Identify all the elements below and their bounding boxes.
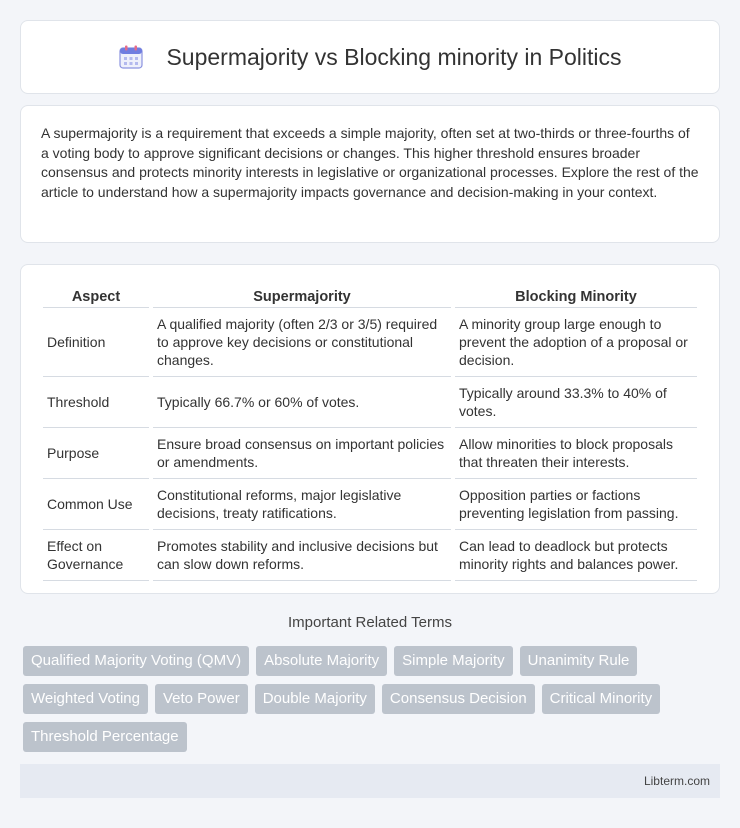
table-cell: Opposition parties or factions preventing legislation from passing. (455, 479, 697, 530)
intro-text: A supermajority is a requirement that exceeds a simple majority, often set at two-thirds or three-fourths of a voting body to approve significant decisions or changes. This higher threshold ensures broader consensus and protects minority interests in legislative or organizational processes. Explore the rest of the article to understand how a supermajority impacts governance and decision-making in your context. (41, 125, 699, 200)
table-row (43, 479, 697, 530)
footer (20, 764, 720, 798)
table-cell: Typically 66.7% or 60% of votes. (153, 377, 451, 428)
related-term-tag[interactable]: Threshold Percentage (23, 722, 187, 752)
table-cell: A minority group large enough to prevent the adoption of a proposal or decision. (455, 308, 697, 377)
table-cell: Can lead to deadlock but protects minority rights and balances power. (455, 530, 697, 581)
calendar-icon (118, 44, 144, 70)
intro-card (20, 105, 720, 243)
table-cell: Purpose (43, 428, 149, 479)
table-cell: Allow minorities to block proposals that threaten their interests. (455, 428, 697, 479)
table-row (43, 308, 697, 377)
related-term-tag[interactable]: Qualified Majority Voting (QMV) (23, 646, 249, 676)
title-card (20, 20, 720, 94)
table-cell: Typically around 33.3% to 40% of votes. (455, 377, 697, 428)
table-cell: Threshold (43, 377, 149, 428)
related-term-tag[interactable]: Unanimity Rule (520, 646, 638, 676)
table-cell: Definition (43, 308, 149, 377)
related-term-tag[interactable]: Veto Power (155, 684, 248, 714)
related-term-tag[interactable]: Critical Minority (542, 684, 661, 714)
related-term-tag[interactable]: Weighted Voting (23, 684, 148, 714)
related-term-tag[interactable]: Double Majority (255, 684, 375, 714)
table-row (43, 530, 697, 581)
table-cell: Common Use (43, 479, 149, 530)
related-terms-list (23, 646, 723, 760)
page-title: Supermajority vs Blocking minority in Politics (166, 43, 622, 70)
comparison-table (39, 283, 701, 581)
header-supermajority: Supermajority (153, 283, 451, 308)
comparison-table-card (20, 264, 720, 594)
table-cell: Ensure broad consensus on important policies or amendments. (153, 428, 451, 479)
table-row (43, 377, 697, 428)
related-terms-title: Important Related Terms (288, 614, 452, 631)
table-row (43, 428, 697, 479)
table-header-row (43, 283, 697, 308)
table-cell: Constitutional reforms, major legislative decisions, treaty ratifications. (153, 479, 451, 530)
related-term-tag[interactable]: Consensus Decision (382, 684, 535, 714)
header-aspect: Aspect (43, 283, 149, 308)
footer-site-link[interactable]: Libterm.com (643, 774, 710, 788)
table-cell: A qualified majority (often 2/3 or 3/5) required to approve key decisions or constitutional changes. (153, 308, 451, 377)
related-term-tag[interactable]: Simple Majority (394, 646, 513, 676)
table-cell: Effect on Governance (43, 530, 149, 581)
header-blocking-minority: Blocking Minority (455, 283, 697, 308)
related-term-tag[interactable]: Absolute Majority (256, 646, 387, 676)
table-cell: Promotes stability and inclusive decisions but can slow down reforms. (153, 530, 451, 581)
